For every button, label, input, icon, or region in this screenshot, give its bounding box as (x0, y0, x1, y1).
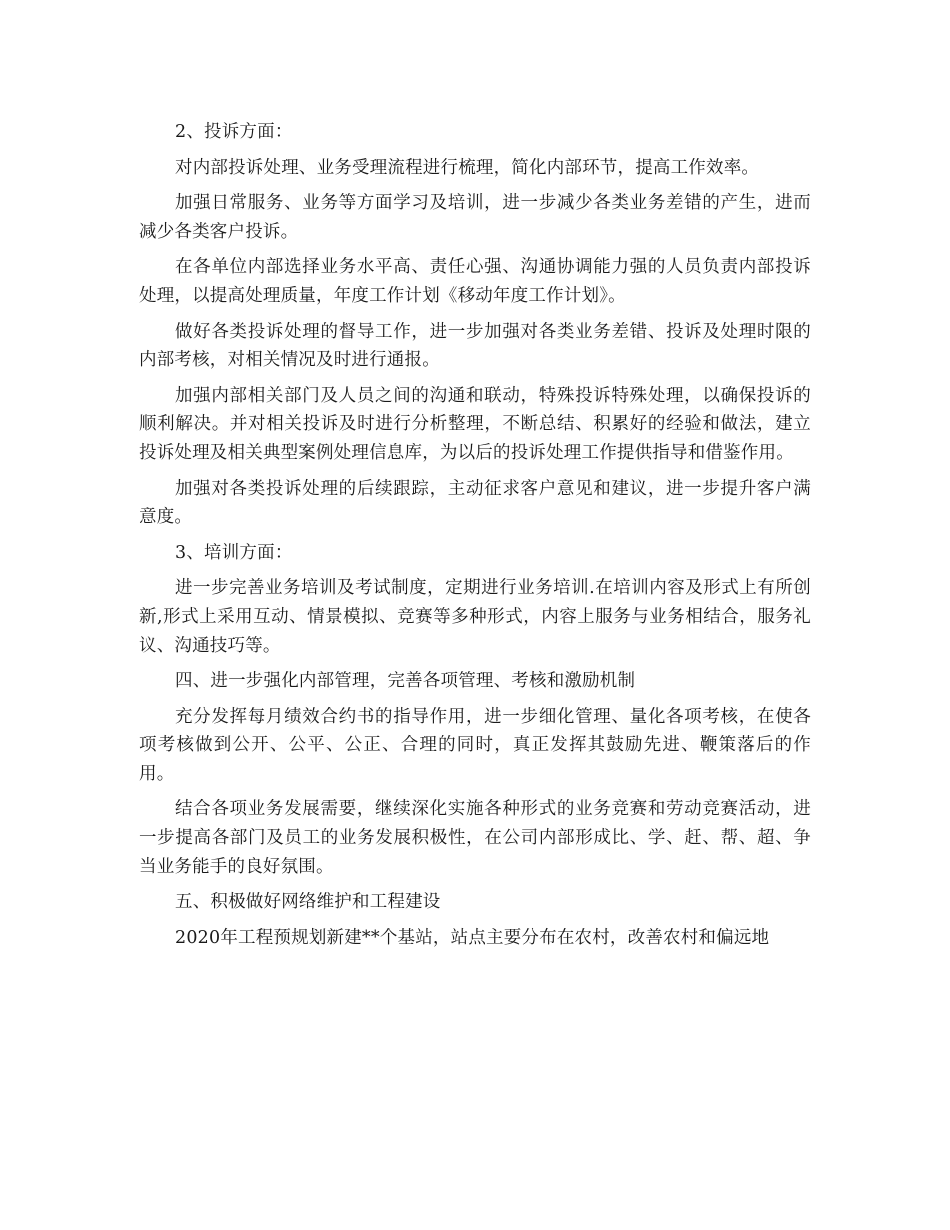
heading-internal-management: 四、进一步强化内部管理，完善各项管理、考核和激励机制 (175, 671, 636, 692)
paragraph: 充分发挥每月绩效合约书的指导作用，进一步细化管理、量化各项考核，在使各项考核做到公开、公平、公正、合理的同时，真正发挥其鼓励先进、鞭策落后的作用。 (139, 706, 811, 784)
paragraph: 对内部投诉处理、业务受理流程进行梳理，简化内部环节，提高工作效率。 (175, 157, 760, 178)
paragraph: 在各单位内部选择业务水平高、责任心强、沟通协调能力强的人员负责内部投诉处理，以提高处理质量，年度工作计划《移动年度工作计划》。 (139, 257, 811, 306)
paragraph: 做好各类投诉处理的督导工作，进一步加强对各类业务差错、投诉及处理时限的内部考核，对相关情况及时进行通报。 (139, 321, 811, 371)
paragraph: 加强日常服务、业务等方面学习及培训，进一步减少各类业务差错的产生，进而减少各类客户投诉。 (139, 193, 811, 242)
paragraph: 2020年工程预规划新建**个基站，站点主要分布在农村，改善农村和偏远地 (175, 927, 770, 948)
heading-network-maintenance: 五、积极做好网络维护和工程建设 (175, 892, 441, 913)
paragraph: 结合各项业务发展需要，继续深化实施各种形式的业务竞赛和劳动竞赛活动，进一步提高各部门及员工的业务发展积极性，在公司内部形成比、学、赶、帮、超、争当业务能手的良好氛围。 (139, 799, 811, 877)
heading-complaints: 2、投诉方面： (175, 122, 293, 142)
paragraph: 进一步完善业务培训及考试制度，定期进行业务培训.在培训内容及形式上有所创新,形式上采用互动、情景模拟、竞赛等多种形式，内容上服务与业务相结合，服务礼议、沟通技巧等。 (139, 578, 811, 656)
paragraph: 加强对各类投诉处理的后续跟踪，主动征求客户意见和建议，进一步提升客户满意度。 (139, 478, 811, 528)
paragraph: 加强内部相关部门及人员之间的沟通和联动，特殊投诉特殊处理，以确保投诉的顺利解决。并对相关投诉及时进行分析整理，不断总结、积累好的经验和做法，建立投诉处理及相关典型案例处理信息库，为以后的投诉处理工作提供指导和借鉴作用。 (139, 385, 811, 463)
document-body (139, 118, 811, 952)
heading-training: 3、培训方面： (175, 542, 293, 563)
